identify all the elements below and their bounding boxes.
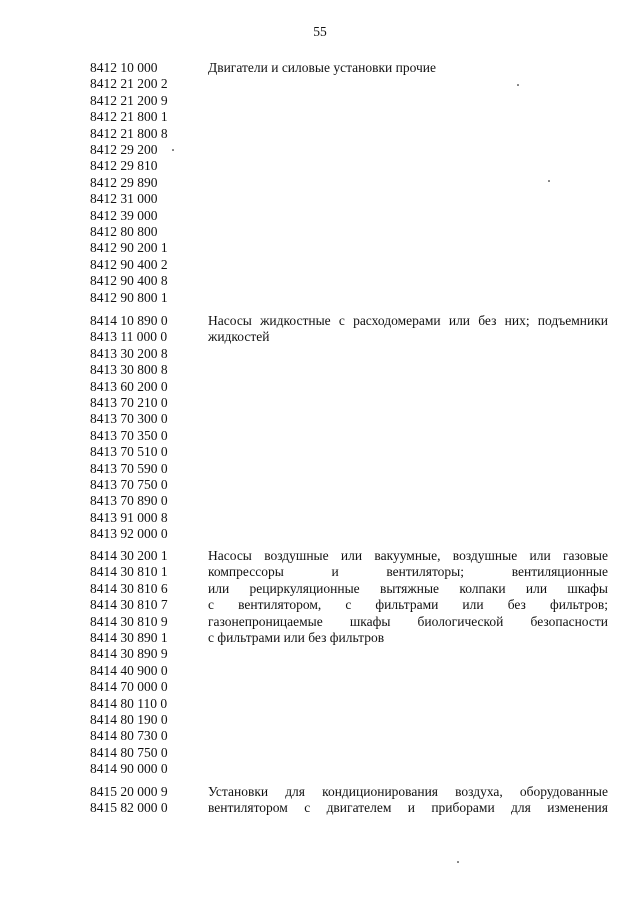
code: 8413 70 350 0 xyxy=(90,427,168,443)
description xyxy=(208,60,608,76)
code: 8413 70 300 0 xyxy=(90,411,168,427)
code: 8413 70 750 0 xyxy=(90,477,168,493)
code: 8414 30 810 1 xyxy=(90,564,168,580)
code: 8413 70 890 0 xyxy=(90,493,168,509)
code: 8412 21 800 1 xyxy=(90,109,168,125)
code: 8412 10 000 xyxy=(90,60,158,75)
page-number: 55 xyxy=(313,24,327,39)
description-line: Двигатели и силовые установки прочие xyxy=(208,60,437,75)
description-line: газонепроницаемые шкафы биологической безопасности xyxy=(208,613,608,629)
code: 8412 90 800 1 xyxy=(90,289,168,305)
code-list xyxy=(90,313,200,543)
code: 8414 30 810 7 xyxy=(90,597,168,613)
description-line: Установки для кондиционирования воздуха, оборудованные xyxy=(208,784,608,799)
code: 8414 80 730 0 xyxy=(90,728,168,744)
description-line: с фильтрами или без фильтров xyxy=(208,630,385,646)
code: 8414 30 810 9 xyxy=(90,613,168,629)
description xyxy=(208,548,608,646)
code-list xyxy=(90,548,200,778)
scan-speck xyxy=(172,149,174,151)
scan-speck xyxy=(548,180,550,182)
code: 8412 21 800 8 xyxy=(90,125,168,141)
description xyxy=(208,784,608,817)
code: 8412 29 200 xyxy=(90,142,158,158)
code: 8412 21 200 2 xyxy=(90,76,168,92)
code: 8413 70 590 0 xyxy=(90,460,168,476)
code: 8413 60 200 0 xyxy=(90,378,168,394)
code: 8412 29 810 xyxy=(90,158,158,174)
code: 8414 10 890 0 xyxy=(90,313,168,328)
description-line: Насосы жидкостные с расходомерами или без них; подъемники xyxy=(208,313,608,328)
description xyxy=(208,313,608,346)
code: 8412 80 800 xyxy=(90,224,158,240)
scan-speck xyxy=(457,861,459,863)
description-line: компрессоры и вентиляторы; вентиляционные xyxy=(208,564,608,580)
code: 8414 70 000 0 xyxy=(90,679,168,695)
description-line: или рециркуляционные вытяжные колпаки или шкафы xyxy=(208,580,608,596)
code-list xyxy=(90,784,200,817)
code: 8413 92 000 0 xyxy=(90,526,168,542)
description-line: Насосы воздушные или вакуумные, воздушные или газовые xyxy=(208,548,608,563)
code: 8412 29 890 xyxy=(90,174,158,190)
code: 8414 30 810 6 xyxy=(90,580,168,596)
code: 8413 30 200 8 xyxy=(90,345,168,361)
code: 8414 30 200 1 xyxy=(90,548,168,563)
scan-speck xyxy=(517,84,519,86)
code: 8415 82 000 0 xyxy=(90,800,168,816)
code: 8414 90 000 0 xyxy=(90,761,168,777)
code: 8413 30 800 8 xyxy=(90,362,168,378)
description-line: вентилятором с двигателем и приборами для изменения xyxy=(208,800,608,816)
description-line: жидкостей xyxy=(208,329,270,345)
code: 8413 11 000 0 xyxy=(90,329,168,345)
code: 8412 90 400 2 xyxy=(90,256,168,272)
code: 8412 21 200 9 xyxy=(90,92,168,108)
code: 8414 80 750 0 xyxy=(90,744,168,760)
code: 8413 70 510 0 xyxy=(90,444,168,460)
code: 8412 31 000 xyxy=(90,191,158,207)
code-list xyxy=(90,60,200,306)
code: 8415 20 000 9 xyxy=(90,784,168,799)
code: 8412 39 000 xyxy=(90,207,158,223)
code: 8414 80 190 0 xyxy=(90,712,168,728)
code: 8412 90 200 1 xyxy=(90,240,168,256)
code: 8413 70 210 0 xyxy=(90,395,168,411)
code: 8414 80 110 0 xyxy=(90,695,168,711)
code: 8412 90 400 8 xyxy=(90,273,168,289)
description-line: с вентилятором, с фильтрами или без фильтров; xyxy=(208,597,608,613)
code: 8414 40 900 0 xyxy=(90,662,168,678)
code: 8414 30 890 9 xyxy=(90,646,168,662)
code: 8414 30 890 1 xyxy=(90,630,168,646)
code: 8413 91 000 8 xyxy=(90,509,168,525)
